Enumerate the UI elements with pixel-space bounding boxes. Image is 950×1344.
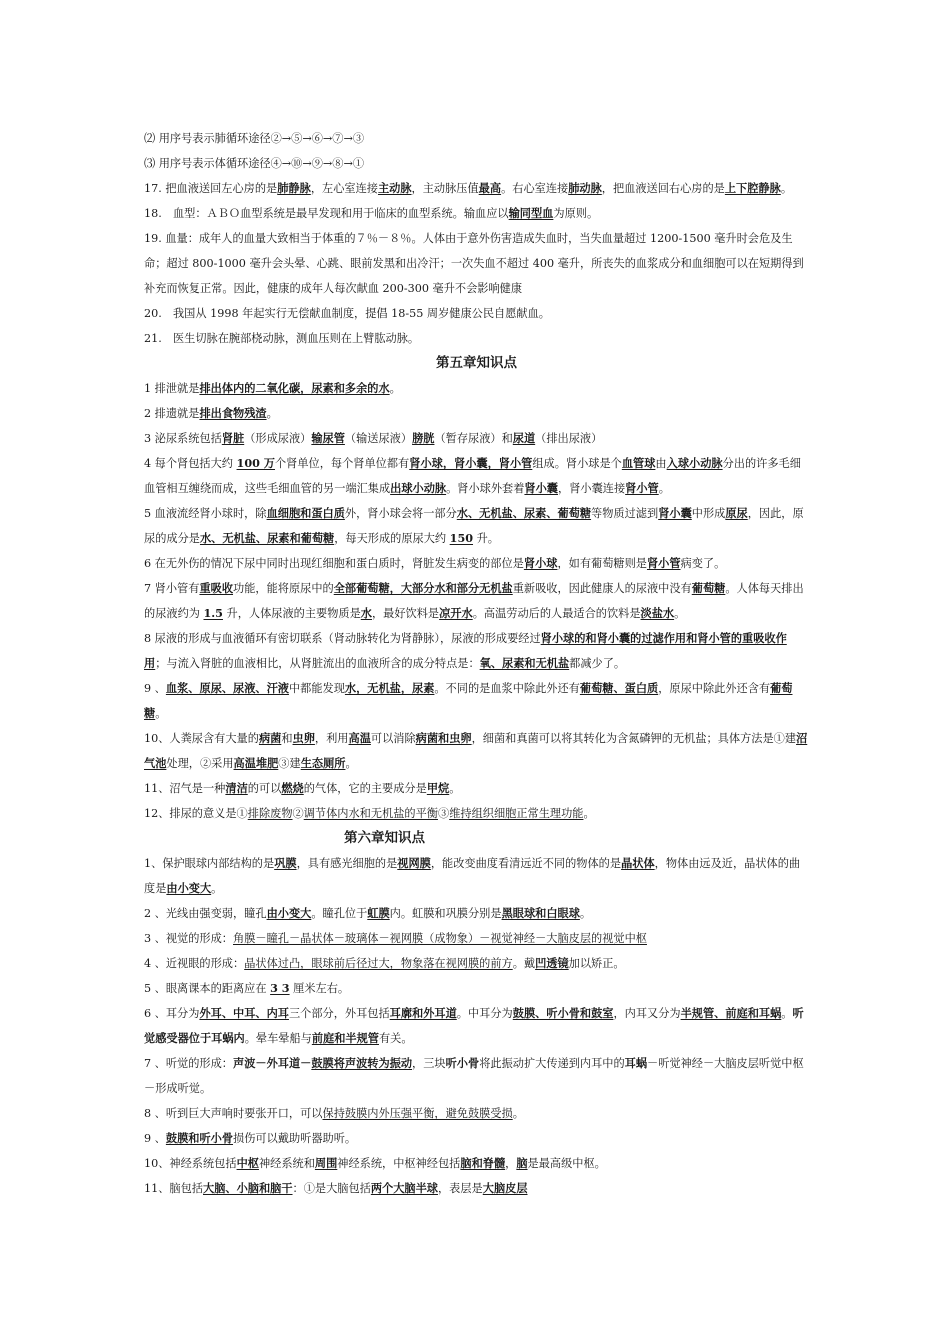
text-run: ，表层是: [437, 1182, 483, 1195]
emphasized-text: 葡萄糖: [144, 681, 793, 720]
text-run: ：①是大脑包括: [292, 1182, 371, 1195]
emphasized-text: 全部葡萄糖，大部分水和部分无机盐: [333, 581, 513, 595]
text-run: 4 、近视眼的形成：: [144, 957, 245, 970]
text-run: 和: [281, 732, 293, 745]
paragraph-p-systemic-route: [144, 151, 809, 176]
emphasized-text: 最高: [478, 181, 502, 195]
emphasized-text: 清洁: [225, 781, 248, 795]
text-run: 内。虹膜和巩膜分别是: [389, 907, 502, 920]
text-run: 。: [780, 182, 793, 195]
emphasized-text: 巩膜: [274, 856, 297, 870]
emphasized-text: 两个大脑半球: [370, 1181, 438, 1195]
emphasized-text: 淡盐水: [640, 606, 675, 620]
text-run: 。: [512, 1107, 524, 1120]
paragraph-c5-9: [144, 676, 809, 726]
emphasized-text: 保持鼓膜内外压强平衡，避免鼓膜受损: [322, 1107, 513, 1120]
emphasized-text: 高温堆肥: [233, 756, 279, 770]
text-run: 2 排遗就是: [144, 407, 200, 420]
text-run: 17. 把血液送回左心房的是: [144, 182, 278, 195]
text-run: 三个部分，外耳包括: [288, 1007, 390, 1020]
emphasized-text: 尿道: [512, 431, 536, 445]
text-run: ，最好饮料是: [371, 607, 440, 620]
text-run: 21. 医生切脉在腕部桡动脉，测血压则在上臂肱动脉。: [144, 332, 420, 345]
emphasized-text: 调节体内水和无机盐的平衡: [303, 807, 438, 820]
text-run: 组成。肾小球是个: [532, 457, 622, 470]
emphasized-text: 150: [449, 531, 474, 545]
text-run: 。: [658, 482, 670, 495]
paragraph-c5-3: [144, 426, 809, 451]
emphasized-text: 中枢: [236, 1156, 259, 1170]
emphasized-text: 肾小球的和肾小囊的过滤作用和肾小管的重吸收作用: [144, 631, 787, 670]
emphasized-text: 输尿管: [311, 431, 345, 445]
text-run: 。: [345, 757, 357, 770]
emphasized-text: 病菌和虫卵: [415, 731, 472, 745]
text-run: ，三块: [412, 1057, 446, 1070]
emphasized-text: 肾小管: [625, 481, 659, 495]
text-run: ，内耳又分为: [613, 1007, 681, 1020]
emphasized-text: 前庭和半规管: [311, 1031, 379, 1045]
text-run: 。: [583, 807, 595, 820]
text-run: 升。: [473, 532, 499, 545]
text-run: ，把血液送回右心房的是: [601, 182, 725, 195]
paragraph-p-21: [144, 326, 809, 351]
text-run: 5 血液流经肾小球时，除: [144, 507, 267, 520]
text-run: 。: [389, 382, 401, 395]
emphasized-text: 入球小动脉: [666, 456, 723, 470]
text-run: 8 、听到巨大声响时要张开口，可以: [144, 1107, 323, 1120]
paragraph-p-pulmonary-route: [144, 126, 809, 151]
emphasized-text: 黑眼球和白眼球: [501, 906, 580, 920]
emphasized-text: 排除废物: [247, 807, 293, 820]
text-run: ②: [292, 807, 304, 820]
emphasized-text: 燃烧: [281, 781, 304, 795]
text-run: ⑶ 用序号表示体循环途径④→⑩→⑨→⑧→①: [144, 157, 365, 170]
paragraph-c5-7: [144, 576, 809, 626]
text-run: 4 每个肾包括大约: [144, 457, 237, 470]
text-run: ，原尿中除此外还含有: [658, 682, 771, 695]
paragraph-c6-9: [144, 1126, 809, 1151]
emphasized-text: 高温: [348, 731, 371, 745]
paragraph-c5-6: [144, 551, 809, 576]
paragraph-c6-3: [144, 926, 809, 951]
text-run: 损伤可以戴助听器助听。: [233, 1132, 357, 1145]
emphasized-text: 输同型血: [508, 206, 554, 220]
emphasized-text: 生态厕所: [300, 756, 346, 770]
chapter5-title: 第五章知识点: [436, 355, 517, 371]
paragraph-c6-7: [144, 1051, 809, 1101]
emphasized-text: 虫卵: [292, 731, 315, 745]
text-run: 为原则。: [553, 207, 599, 220]
emphasized-text: 周围: [314, 1156, 338, 1170]
text-run: ⑵ 用序号表示肺循环途径②→⑤→⑥→⑦→③: [144, 132, 365, 145]
paragraph-c5-1: [144, 376, 809, 401]
emphasized-text: 100 万: [236, 456, 275, 470]
text-run: 有关。: [378, 1032, 413, 1045]
emphasized-text: 出球小动脉: [390, 481, 447, 495]
text-run: 。人体每天排出的尿液约为: [144, 582, 804, 620]
text-run: 7 、听觉的形成：: [144, 1057, 233, 1070]
emphasized-text: 视网膜: [397, 856, 431, 870]
emphasized-text: 血管球: [621, 456, 656, 470]
emphasized-text: 耳蜗: [624, 1056, 648, 1070]
emphasized-text: 耳廓和外耳道: [389, 1006, 457, 1020]
paragraph-c5-5: [144, 501, 809, 551]
text-run: 个肾单位，每个肾单位都有: [274, 457, 410, 470]
paragraph-c5-12: [144, 801, 809, 826]
text-run: 5 、眼离课本的距离应在: [144, 982, 271, 995]
text-run: 加以矫正。: [568, 957, 625, 970]
text-run: ，细菌和真菌可以将其转化为含氮磷钾的无机盐；具体方法是①建: [471, 732, 797, 745]
emphasized-text: 水: [360, 606, 372, 620]
emphasized-text: 肺动脉: [568, 181, 602, 195]
text-run: ，如有葡萄糖则是: [557, 557, 647, 570]
emphasized-text: 排出体内的二氧化碳，尿素和多余的水: [199, 381, 390, 395]
emphasized-text: 听觉感受器位于耳蜗内: [144, 1006, 804, 1045]
text-run: ，利用: [314, 732, 349, 745]
text-run: 厘米左右。: [289, 982, 350, 995]
emphasized-text: 原尿: [725, 506, 748, 520]
emphasized-text: 由小变大: [166, 881, 212, 895]
text-run: （形成尿液）: [244, 432, 312, 445]
text-run: 10、人粪尿含有大量的: [144, 732, 259, 745]
emphasized-text: 肾小球，肾小囊，肾小管: [409, 456, 533, 470]
emphasized-text: 脑和脊髓: [460, 1156, 506, 1170]
emphasized-text: 凹透镜: [535, 956, 569, 970]
emphasized-text: 重吸收: [199, 581, 234, 595]
text-run: 。: [674, 607, 686, 620]
emphasized-text: 肾小球: [523, 556, 558, 570]
emphasized-text: 鼓膜将声波转为振动: [311, 1056, 413, 1070]
emphasized-text: 血细胞和蛋白质: [266, 506, 345, 520]
emphasized-text: 3 3: [270, 981, 290, 995]
text-run: 病变了。: [680, 557, 726, 570]
text-run: 中形成: [691, 507, 726, 520]
text-run: 重新吸收，因此健康人的尿液中没有: [512, 582, 692, 595]
text-run: 1 排泄就是: [144, 382, 200, 395]
text-run: 将此振动扩大传递到内耳中的: [479, 1057, 625, 1070]
emphasized-text: 鼓膜、听小骨和鼓室: [512, 1006, 614, 1020]
emphasized-text: 水、无机盐、尿素、葡萄糖: [456, 506, 592, 520]
document-page: [144, 126, 809, 1201]
emphasized-text: 葡萄糖: [691, 581, 726, 595]
text-run: 中都能发现: [288, 682, 345, 695]
text-run: 6 在无外伤的情况下尿中同时出现红细胞和蛋白质时，肾脏发生病变的部位是: [144, 557, 524, 570]
text-run: ③建: [278, 757, 301, 770]
emphasized-text: 血浆、原尿、尿液、汗液: [165, 681, 289, 695]
paragraph-c6-6: [144, 1001, 809, 1051]
text-run: 外，肾小球会将一部分: [344, 507, 457, 520]
text-run: 12、排尿的意义是①: [144, 807, 248, 820]
emphasized-text: 鼓膜和听小骨: [165, 1131, 234, 1145]
emphasized-text: 肾小囊: [658, 506, 692, 520]
emphasized-text: 病菌: [258, 731, 282, 745]
emphasized-text: 晶状体: [621, 856, 655, 870]
text-run: 升，人体尿液的主要物质是: [222, 607, 361, 620]
text-run: ，具有感光细胞的是: [296, 857, 398, 870]
paragraph-c5-8: [144, 626, 809, 676]
text-run: 9 、: [144, 682, 166, 695]
text-run: 8 尿液的形成与血液循环有密切联系（肾动脉转化为肾静脉），尿液的形成要经过: [144, 632, 541, 645]
emphasized-text: 肾小管: [646, 556, 681, 570]
emphasized-text: 大脑皮层: [482, 1181, 528, 1195]
text-run: 3 、视觉的形成：: [144, 932, 233, 945]
emphasized-text: 大脑、小脑和脑干: [203, 1181, 293, 1195]
text-run: 。中耳分为: [456, 1007, 513, 1020]
text-run: 。右心室连接: [501, 182, 569, 195]
text-run: 。: [211, 882, 223, 895]
paragraph-c6-11: [144, 1176, 809, 1201]
emphasized-text: 虹膜: [367, 906, 390, 920]
emphasized-text: 沼气池: [144, 731, 808, 770]
text-run: 20. 我国从 1998 年起实行无偿献血制度，提倡 18-55 周岁健康公民自愿献血。: [144, 307, 550, 320]
text-run: 。肾小球外套着: [446, 482, 525, 495]
paragraph-c5-2: [144, 401, 809, 426]
text-run: 11、脑包括: [144, 1182, 203, 1195]
text-run: 。: [155, 707, 167, 720]
emphasized-text: 氧、尿素和无机盐: [479, 656, 570, 670]
emphasized-text: 上下腔静脉: [724, 181, 781, 195]
text-run: 19. 血量：成年人的血量大致相当于体重的７％－８％。人体由于意外伤害造成失血时，当失血量超过 1200-1500 毫升时会危及生命；超过 800-1000 毫升会头晕、心跳、眼前发黑和出冷汗；一次失血不超过 400 毫升，所丧失的血浆成分和血细胞可以在短期得到补充而恢复正常。因此，健康的成年人每次献血 200-300 毫升不会影响健康: [144, 232, 804, 295]
emphasized-text: 脑: [516, 1156, 528, 1170]
text-run: 3 泌尿系统包括: [144, 432, 222, 445]
emphasized-text: 听小骨: [445, 1056, 480, 1070]
text-run: ，能改变曲度看清远近不同的物体的是: [430, 857, 622, 870]
text-run: （输送尿液）: [344, 432, 413, 445]
text-run: ；与流入肾脏的血液相比，从肾脏流出的血液所含的成分特点是：: [155, 657, 480, 670]
text-run: 18. 血型：ＡＢＯ血型系统是最早发现和用于临床的血型系统。输血应以: [144, 207, 509, 220]
text-run: 1、保护眼球内部结构的是: [144, 857, 275, 870]
emphasized-text: 维持组织细胞正常生理功能: [449, 807, 584, 820]
text-run: 。晕车晕船与: [244, 1032, 312, 1045]
text-run: （暂存尿液）和: [434, 432, 513, 445]
text-run: 神经系统，中枢神经包括: [337, 1157, 461, 1170]
emphasized-text: 1.5: [203, 606, 223, 620]
paragraph-p-19: [144, 226, 809, 301]
emphasized-text: 排出食物残渣: [199, 406, 267, 420]
emphasized-text: 水，无机盐，尿素: [344, 681, 435, 695]
text-run: 10、神经系统包括: [144, 1157, 237, 1170]
emphasized-text: 葡萄糖、蛋白质: [579, 681, 659, 695]
text-run: 。高温劳动后的人最适合的饮料是: [472, 607, 641, 620]
text-run: 可以消除: [370, 732, 416, 745]
text-run: 神经系统和: [258, 1157, 315, 1170]
text-run: ，左心室连接: [310, 182, 378, 195]
text-run: 都减少了。: [569, 657, 626, 670]
paragraph-c6-4: [144, 951, 809, 976]
text-run: 由: [655, 457, 667, 470]
emphasized-text: 肾小囊: [524, 481, 558, 495]
text-run: 。: [579, 907, 592, 920]
emphasized-text: 外耳、中耳、内耳: [199, 1006, 289, 1020]
text-run: ，因此，原尿的成分是: [144, 507, 804, 545]
text-run: 2 、光线由强变弱，瞳孔: [144, 907, 267, 920]
emphasized-text: 肾脏: [221, 431, 245, 445]
emphasized-text: 角膜－瞳孔－晶状体－玻璃体－视网膜（成物象）－视觉神经－大脑皮层的视觉中枢: [233, 932, 647, 945]
emphasized-text: 凉开水: [439, 606, 473, 620]
text-run: 是最高级中枢。: [527, 1157, 606, 1170]
text-run: ，每天形成的原尿大约: [334, 532, 450, 545]
paragraph-c6-1: [144, 851, 809, 901]
paragraph-c6-8: [144, 1101, 809, 1126]
paragraph-p-17: [144, 176, 809, 201]
text-run: 。瞳孔位于: [311, 907, 368, 920]
text-run: 分出的许多毛细血管相互缠绕而成，这些毛细血管的另一端汇集成: [144, 457, 801, 495]
paragraph-c6-5: [144, 976, 809, 1001]
text-run: －听觉神经－大脑皮层听觉中枢－形成听觉。: [144, 1057, 804, 1095]
paragraph-p-18: [144, 201, 809, 226]
text-run: （排出尿液）: [535, 432, 603, 445]
emphasized-text: 主动脉: [377, 181, 412, 195]
chapter6-title: 第六章知识点: [344, 830, 425, 846]
paragraph-c6-2: [144, 901, 809, 926]
text-run: 处理，②采用: [166, 757, 234, 770]
text-run: 等物质过滤到: [591, 507, 659, 520]
text-run: ，: [505, 1157, 517, 1170]
paragraph-p-20: [144, 301, 809, 326]
text-run: ，物体由远及近，晶状体的曲度是: [144, 857, 801, 895]
text-run: ③: [437, 807, 450, 820]
text-run: 。不同的是血浆中除此外还有: [434, 682, 580, 695]
paragraph-c5-11: [144, 776, 809, 801]
emphasized-text: 晶状体过凸，眼球前后径过大，物象落在视网膜的前方: [244, 957, 513, 970]
text-run: 的可以: [247, 782, 282, 795]
text-run: 功能，能将原尿中的: [233, 582, 334, 595]
text-run: 11、沼气是一种: [144, 782, 226, 795]
text-run: 9 、: [144, 1132, 166, 1145]
emphasized-text: 由小变大: [266, 906, 312, 920]
text-run: 。: [266, 407, 278, 420]
text-run: 6 、耳分为: [144, 1007, 200, 1020]
emphasized-text: 半规管、前庭和耳蜗: [680, 1006, 782, 1020]
text-run: ，主动脉压值: [411, 182, 479, 195]
text-run: ，肾小囊连接: [558, 482, 626, 495]
text-run: 7 肾小管有: [144, 582, 200, 595]
text-run: 。: [781, 1007, 793, 1020]
emphasized-text: 甲烷: [426, 781, 450, 795]
text-run: 。: [449, 782, 461, 795]
emphasized-text: 肺静脉: [277, 181, 311, 195]
emphasized-text: 膀胱: [412, 431, 435, 445]
paragraph-c6-10: [144, 1151, 809, 1176]
paragraph-c5-4: [144, 451, 809, 501]
paragraph-c5-10: [144, 726, 809, 776]
emphasized-text: 声波－外耳道－: [233, 1056, 312, 1070]
text-run: 。戴: [512, 957, 536, 970]
emphasized-text: 水、无机盐、尿素和葡萄糖: [199, 531, 335, 545]
text-run: 的气体，它的主要成分是: [303, 782, 427, 795]
